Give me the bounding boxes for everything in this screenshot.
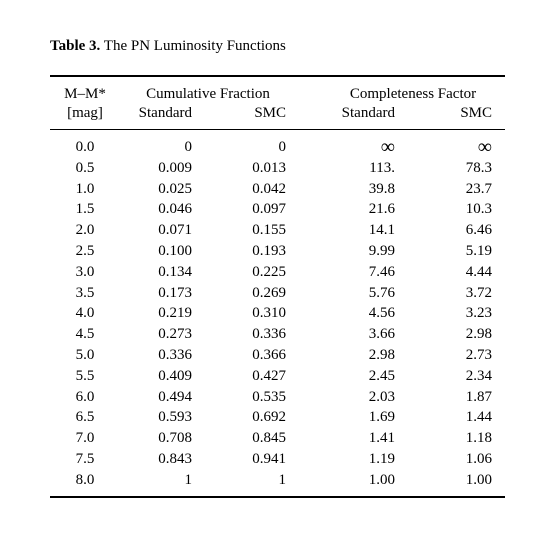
- cumulative-smc-cell: 0.225: [252, 263, 286, 280]
- magnitude-cell: 7.0: [75, 430, 95, 447]
- header-magnitude-unit: [mag]: [67, 105, 103, 121]
- completeness-standard-cell: 21.6: [368, 201, 395, 218]
- magnitude-cell: 6.0: [75, 388, 95, 405]
- completeness-smc-cell: 6.46: [465, 222, 492, 239]
- completeness-standard-cell: 2.03: [368, 388, 395, 405]
- magnitude-cell: 6.5: [75, 409, 95, 426]
- magnitude-cell: 4.5: [75, 326, 95, 343]
- cumulative-standard-cell: 0.071: [158, 222, 192, 239]
- table-label: Table 3.: [50, 38, 101, 54]
- completeness-smc-cell: 5.19: [465, 242, 492, 259]
- header-completeness-standard: Standard: [341, 105, 395, 121]
- completeness-smc-cell: 2.98: [465, 326, 492, 343]
- completeness-standard-cell: 4.56: [368, 305, 395, 322]
- table-caption: [50, 37, 286, 55]
- table-row: [0, 179, 560, 200]
- completeness-smc-cell: 10.3: [465, 201, 492, 218]
- magnitude-cell: 2.0: [75, 222, 95, 239]
- magnitude-cell: 5.0: [75, 346, 95, 363]
- table-row: [0, 283, 560, 304]
- table-row: [0, 199, 560, 220]
- table-row: [0, 324, 560, 345]
- completeness-smc-cell: 2.73: [465, 346, 492, 363]
- header-cumulative-standard: Standard: [138, 105, 192, 121]
- completeness-standard-cell: 1.00: [368, 471, 395, 488]
- cumulative-smc-cell: 0.155: [252, 222, 286, 239]
- table-row: [0, 407, 560, 428]
- table-row: [0, 387, 560, 408]
- cumulative-standard-cell: 0.025: [158, 180, 192, 197]
- table-row: [0, 262, 560, 283]
- cumulative-standard-cell: 0.409: [158, 367, 192, 384]
- cumulative-standard-cell: 0.494: [158, 388, 192, 405]
- cumulative-smc-cell: 0.013: [252, 159, 286, 176]
- cumulative-smc-cell: 0.042: [252, 180, 286, 197]
- cumulative-smc-cell: 0: [278, 139, 286, 155]
- header-completeness-factor: Completeness Factor: [349, 86, 477, 102]
- completeness-standard-cell: 1.69: [368, 409, 395, 426]
- table-body: [0, 137, 560, 491]
- cumulative-standard-cell: 0.219: [158, 305, 192, 322]
- completeness-standard-cell: 1.19: [368, 450, 395, 467]
- completeness-smc-cell: 23.7: [465, 180, 492, 197]
- cumulative-smc-cell: 0.427: [252, 367, 286, 384]
- magnitude-cell: 3.5: [75, 284, 95, 301]
- header-cumulative-fraction: Cumulative Fraction: [146, 86, 270, 102]
- cumulative-standard-cell: 1: [184, 471, 192, 488]
- cumulative-smc-cell: 0.310: [252, 305, 286, 322]
- completeness-smc-cell: 1.06: [465, 450, 492, 467]
- completeness-standard-cell: 2.45: [368, 367, 395, 384]
- completeness-smc-cell: 1.87: [465, 388, 492, 405]
- cumulative-smc-cell: 0.336: [252, 326, 286, 343]
- magnitude-cell: 1.5: [75, 201, 95, 218]
- cumulative-smc-cell: 0.535: [252, 388, 286, 405]
- completeness-smc-cell: 1.00: [465, 471, 492, 488]
- magnitude-cell: 8.0: [75, 471, 95, 488]
- completeness-smc-cell: 3.23: [465, 305, 492, 322]
- table-row: [0, 428, 560, 449]
- magnitude-cell: 3.0: [75, 263, 95, 280]
- bottom-rule: [50, 496, 505, 498]
- cumulative-standard-cell: 0.173: [158, 284, 192, 301]
- cumulative-smc-cell: 0.269: [252, 284, 286, 301]
- cumulative-standard-cell: 0.100: [158, 242, 192, 259]
- table-row: [0, 470, 560, 491]
- completeness-standard-cell: 1.41: [368, 430, 395, 447]
- completeness-smc-cell: 1.18: [465, 430, 492, 447]
- completeness-standard-cell: 113.: [369, 159, 395, 176]
- magnitude-cell: 2.5: [75, 242, 95, 259]
- completeness-standard-cell: 9.99: [368, 242, 395, 259]
- cumulative-standard-cell: 0.009: [158, 159, 192, 176]
- completeness-standard-cell: 7.46: [368, 263, 395, 280]
- completeness-standard-cell: 14.1: [368, 222, 395, 239]
- cumulative-standard-cell: 0.134: [158, 263, 192, 280]
- completeness-smc-cell: 2.34: [465, 367, 492, 384]
- completeness-smc-cell: 78.3: [465, 159, 492, 176]
- top-rule: [50, 75, 505, 77]
- completeness-standard-cell: 3.66: [368, 326, 395, 343]
- header-completeness-smc: SMC: [460, 105, 492, 121]
- table-row: [0, 220, 560, 241]
- completeness-standard-cell: 2.98: [368, 346, 395, 363]
- completeness-smc-cell: ∞: [477, 136, 492, 158]
- completeness-standard-cell: 5.76: [368, 284, 395, 301]
- completeness-smc-cell: 3.72: [465, 284, 492, 301]
- cumulative-standard-cell: 0: [184, 139, 192, 155]
- table-title: The PN Luminosity Functions: [103, 38, 286, 54]
- magnitude-cell: 5.5: [75, 367, 95, 384]
- completeness-standard-cell: 39.8: [368, 180, 395, 197]
- table-row: [0, 241, 560, 262]
- cumulative-smc-cell: 0.366: [252, 346, 286, 363]
- cumulative-smc-cell: 0.097: [252, 201, 286, 218]
- completeness-standard-cell: ∞: [380, 136, 395, 158]
- cumulative-smc-cell: 0.845: [252, 430, 286, 447]
- cumulative-standard-cell: 0.336: [158, 346, 192, 363]
- table-row: [0, 158, 560, 179]
- cumulative-standard-cell: 0.273: [158, 326, 192, 343]
- table-row: [0, 137, 560, 158]
- table-row: [0, 345, 560, 366]
- header-rule: [50, 129, 505, 130]
- magnitude-cell: 7.5: [75, 450, 95, 467]
- cumulative-smc-cell: 0.193: [252, 242, 286, 259]
- completeness-smc-cell: 1.44: [465, 409, 492, 426]
- magnitude-cell: 0.5: [75, 159, 95, 176]
- header-magnitude: M–M*: [64, 86, 106, 102]
- cumulative-standard-cell: 0.593: [158, 409, 192, 426]
- header-cumulative-smc: SMC: [254, 105, 286, 121]
- cumulative-smc-cell: 1: [278, 471, 286, 488]
- magnitude-cell: 4.0: [75, 305, 95, 322]
- cumulative-smc-cell: 0.941: [252, 450, 286, 467]
- cumulative-standard-cell: 0.708: [158, 430, 192, 447]
- cumulative-standard-cell: 0.843: [158, 450, 192, 467]
- magnitude-cell: 1.0: [75, 180, 95, 197]
- cumulative-standard-cell: 0.046: [158, 201, 192, 218]
- table-row: [0, 366, 560, 387]
- table-row: [0, 303, 560, 324]
- magnitude-cell: 0.0: [75, 139, 95, 155]
- cumulative-smc-cell: 0.692: [252, 409, 286, 426]
- table-row: [0, 449, 560, 470]
- completeness-smc-cell: 4.44: [465, 263, 492, 280]
